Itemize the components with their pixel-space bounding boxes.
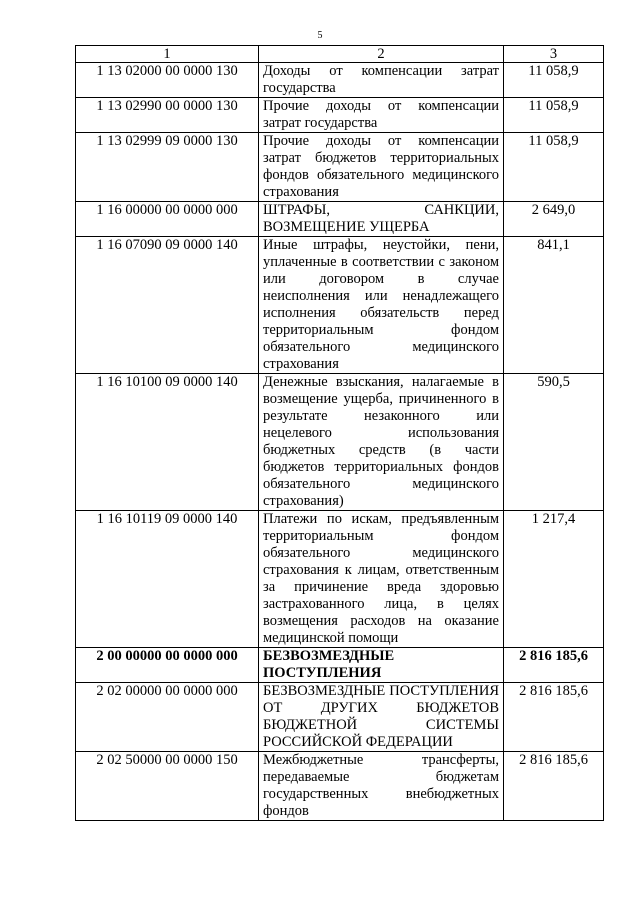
table-row xyxy=(76,98,604,133)
cell-name: Платежи по искам, предъявленным территориальным фондом обязательного медицинского страхования к лицам, ответственным за причинение вреда здоровью застрахованного лица, в целях возмещения расходов на оказание медицинской помощи xyxy=(259,511,504,648)
table-row xyxy=(76,202,604,237)
cell-name: Прочие доходы от компенсации затрат бюджетов территориальных фондов обязательного медицинского страхования xyxy=(259,133,504,202)
cell-code: 2 02 00000 00 0000 000 xyxy=(76,683,259,752)
cell-amount: 1 217,4 xyxy=(504,511,604,648)
table-row xyxy=(76,133,604,202)
cell-code: 1 13 02990 00 0000 130 xyxy=(76,98,259,133)
cell-amount: 11 058,9 xyxy=(504,98,604,133)
cell-amount: 2 649,0 xyxy=(504,202,604,237)
column-header-amount: 3 xyxy=(504,46,604,63)
cell-amount: 841,1 xyxy=(504,237,604,374)
cell-code: 1 16 10119 09 0000 140 xyxy=(76,511,259,648)
column-header-name: 2 xyxy=(259,46,504,63)
cell-code: 2 00 00000 00 0000 000 xyxy=(76,648,259,683)
cell-name: Денежные взыскания, налагаемые в возмещение ущерба, причиненного в результате незаконного или нецелевого использования бюджетных средств (в части бюджетов территориальных фондов обязательного медицинского страхования) xyxy=(259,374,504,511)
cell-amount: 2 816 185,6 xyxy=(504,648,604,683)
cell-name: ШТРАФЫ, САНКЦИИ, ВОЗМЕЩЕНИЕ УЩЕРБА xyxy=(259,202,504,237)
table-row xyxy=(76,63,604,98)
table-row xyxy=(76,511,604,648)
cell-code: 1 13 02000 00 0000 130 xyxy=(76,63,259,98)
cell-name: Прочие доходы от компенсации затрат государства xyxy=(259,98,504,133)
table-row xyxy=(76,374,604,511)
cell-amount: 2 816 185,6 xyxy=(504,752,604,821)
cell-amount: 590,5 xyxy=(504,374,604,511)
table-row xyxy=(76,752,604,821)
cell-amount: 11 058,9 xyxy=(504,133,604,202)
cell-amount: 2 816 185,6 xyxy=(504,683,604,752)
cell-name: БЕЗВОЗМЕЗДНЫЕ ПОСТУПЛЕНИЯ ОТ ДРУГИХ БЮДЖЕТОВ БЮДЖЕТНОЙ СИСТЕМЫ РОССИЙСКОЙ ФЕДЕРАЦИИ xyxy=(259,683,504,752)
table-row xyxy=(76,683,604,752)
cell-name: БЕЗВОЗМЕЗДНЫЕ ПОСТУПЛЕНИЯ xyxy=(259,648,504,683)
budget-table xyxy=(75,45,604,821)
column-header-code: 1 xyxy=(76,46,259,63)
cell-code: 1 16 07090 09 0000 140 xyxy=(76,237,259,374)
cell-amount: 11 058,9 xyxy=(504,63,604,98)
cell-name: Иные штрафы, неустойки, пени, уплаченные в соответствии с законом или договором в случае неисполнения или ненадлежащего исполнения обязательств перед территориальным фондом обязательного медицинского страхования xyxy=(259,237,504,374)
table-row xyxy=(76,648,604,683)
cell-name: Доходы от компенсации затрат государства xyxy=(259,63,504,98)
cell-code: 1 16 00000 00 0000 000 xyxy=(76,202,259,237)
cell-code: 1 13 02999 09 0000 130 xyxy=(76,133,259,202)
table-row xyxy=(76,237,604,374)
cell-code: 2 02 50000 00 0000 150 xyxy=(76,752,259,821)
cell-code: 1 16 10100 09 0000 140 xyxy=(76,374,259,511)
header-row xyxy=(76,46,604,63)
page-number: 5 xyxy=(317,30,323,41)
cell-name: Межбюджетные трансферты, передаваемые бюджетам государственных внебюджетных фондов xyxy=(259,752,504,821)
